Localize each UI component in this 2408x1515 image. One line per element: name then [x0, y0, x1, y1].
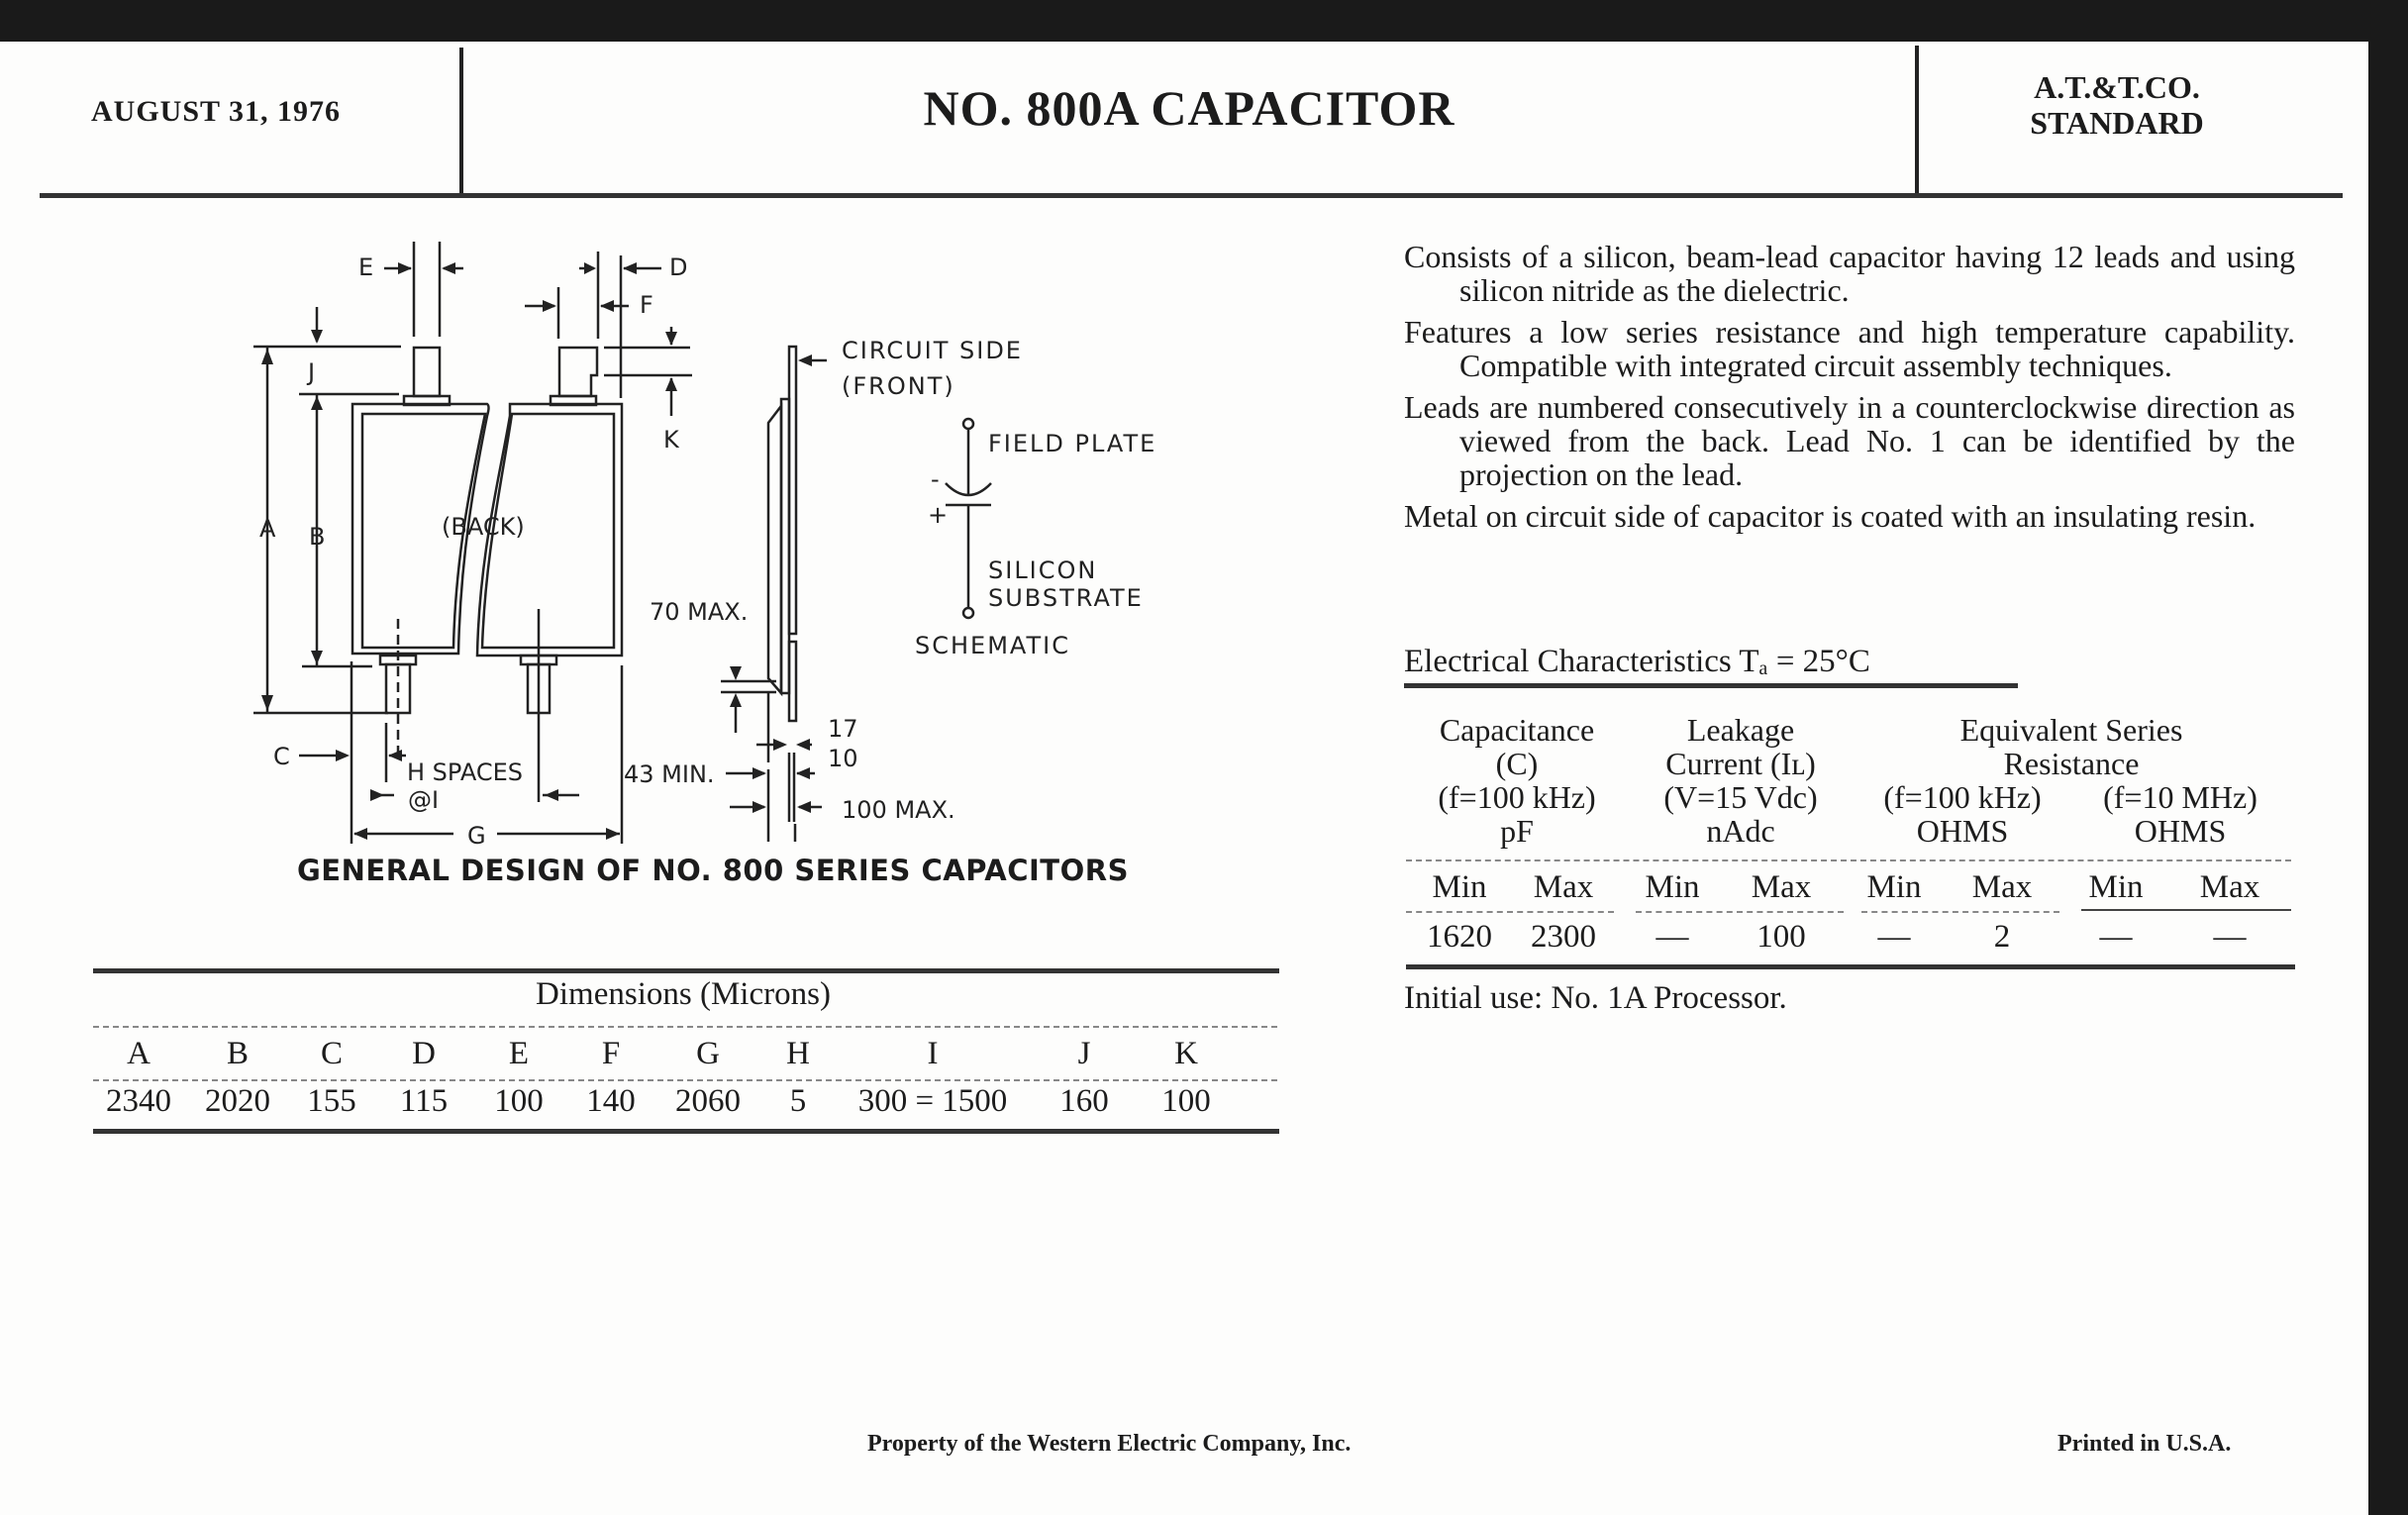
leakage-min: —: [1656, 919, 1689, 955]
minmax-label: Min: [2088, 869, 2144, 905]
dim-col-j: J: [1077, 1036, 1091, 1071]
description-paragraph: Features a low series resistance and high temperature capability. Compatible with integrated circuit assembly techniques.: [1404, 314, 2295, 383]
dimensions-header-rule: [93, 1026, 1277, 1028]
footer-property: Property of the Western Electric Company, Inc.: [867, 1431, 1352, 1457]
dim-value-b: 2020: [205, 1083, 270, 1119]
dimensions-values-row: [89, 1083, 1277, 1120]
min-43-label: 43 MIN.: [624, 760, 715, 788]
dim-value-k: 100: [1161, 1083, 1211, 1119]
dim-col-e: E: [508, 1036, 530, 1071]
description-paragraph: Metal on circuit side of capacitor is coated with an insulating resin.: [1404, 498, 2257, 534]
esr-header: [1854, 713, 2289, 780]
electrical-title-underline: [1404, 683, 2018, 688]
dim-label-k: K: [663, 426, 679, 454]
ec-header-rule: [1406, 859, 2291, 861]
header-line: nAdc: [1706, 813, 1775, 849]
header-line: (f=10 MHz): [2103, 779, 2258, 815]
h-spaces-label: H SPACES: [407, 758, 523, 786]
header-line: Resistance: [2003, 746, 2140, 781]
dimensions-title: Dimensions (Microns): [536, 976, 831, 1012]
header-line: pF: [1500, 813, 1534, 849]
dim-col-h: H: [786, 1036, 810, 1071]
dim-label-d: D: [669, 253, 688, 281]
dim-value-j: 160: [1059, 1083, 1109, 1119]
dim-label-f: F: [640, 291, 653, 319]
dim-value-e: 100: [494, 1083, 544, 1119]
capacitance-header: [1410, 713, 1624, 848]
dim-value-d: 115: [399, 1083, 449, 1119]
dim-label-j: J: [308, 358, 316, 386]
header-line: (f=100 kHz): [1883, 779, 2042, 815]
description-paragraph: Leads are numbered consecutively in a counterclockwise direction as viewed from the back. Lead No. 1 can be identified by the projection on the lead.: [1404, 389, 2295, 492]
header-line: Leakage: [1686, 712, 1795, 748]
ec-minmax-rule: [2081, 909, 2291, 911]
schematic-label: SCHEMATIC: [915, 632, 1070, 659]
max-70-label: 70 MAX.: [650, 598, 749, 626]
dim-label-g: G: [467, 822, 486, 850]
electrical-bottom-rule: [1406, 964, 2295, 969]
ec-minmax-rule: [1636, 911, 1844, 913]
dim-col-c: C: [320, 1036, 343, 1071]
diagram-caption: GENERAL DESIGN OF NO. 800 SERIES CAPACITORS: [297, 854, 1129, 887]
dim-value-f: 140: [586, 1083, 636, 1119]
esr-10mhz-min: —: [2099, 919, 2133, 955]
dimensions-header-row: [89, 1036, 1277, 1072]
capacitance-max: 2300: [1531, 919, 1596, 955]
dimensions-top-rule: [93, 968, 1279, 973]
dim-col-i: I: [927, 1036, 939, 1071]
description-text: [1404, 240, 2295, 541]
header-line: OHMS: [1916, 813, 2009, 849]
ec-minmax-rule: [1406, 911, 1614, 913]
esr-100khz-max: 2: [1993, 919, 2011, 955]
dim-10-label: 10: [828, 745, 858, 772]
minmax-label: Max: [1751, 869, 1812, 905]
minmax-label: Min: [1645, 869, 1700, 905]
dim-value-h: 5: [789, 1083, 807, 1119]
minmax-label: Min: [1866, 869, 1922, 905]
at-i-label: @I: [408, 786, 440, 814]
dim-col-d: D: [412, 1036, 436, 1071]
minmax-label: Max: [2199, 869, 2260, 905]
esr-100khz-min: —: [1877, 919, 1911, 955]
circuit-side-label: CIRCUIT SIDE: [842, 337, 1023, 364]
max-100-label: 100 MAX.: [842, 796, 955, 824]
header-line: OHMS: [2134, 813, 2227, 849]
dim-col-a: A: [127, 1036, 150, 1071]
minmax-label: Max: [1533, 869, 1594, 905]
header-line: (V=15 Vdc): [1663, 779, 1818, 815]
dimensions-values-rule: [93, 1079, 1277, 1081]
plus-sign: +: [928, 501, 949, 529]
footer-printed: Printed in U.S.A.: [2057, 1431, 2232, 1457]
dim-col-b: B: [226, 1036, 249, 1071]
dim-label-a: A: [259, 515, 276, 543]
description-paragraph: Consists of a silicon, beam-lead capacitor having 12 leads and using silicon nitride as the dielectric.: [1404, 239, 2295, 308]
document-date: AUGUST 31, 1976: [91, 95, 341, 128]
dim-value-i: 300 = 1500: [857, 1083, 1008, 1119]
standard-line2: STANDARD: [2030, 105, 2204, 141]
front-label: (FRONT): [842, 372, 955, 400]
esr-10mhz-max: —: [2213, 919, 2247, 955]
dim-label-c: C: [273, 743, 290, 770]
electrical-characteristics-title: Electrical Characteristics Tₐ = 25°C: [1404, 644, 1870, 679]
dim-value-g: 2060: [675, 1083, 741, 1119]
minmax-header-row: [1410, 869, 2291, 906]
esr-10mhz-header: [2073, 780, 2287, 848]
standard-line1: A.T.&T.CO.: [2034, 69, 2200, 105]
standard-label: [1919, 69, 2315, 141]
leakage-max: 100: [1756, 919, 1806, 955]
minmax-label: Max: [1971, 869, 2033, 905]
header-line: Capacitance: [1439, 712, 1595, 748]
ec-minmax-rule: [1861, 911, 2059, 913]
dim-col-f: F: [601, 1036, 621, 1071]
dim-value-a: 2340: [106, 1083, 171, 1119]
back-label: (BACK): [442, 513, 525, 541]
header-line: (f=100 kHz): [1438, 779, 1596, 815]
dimensions-bottom-rule: [93, 1129, 1279, 1134]
dim-17-label: 17: [828, 715, 858, 743]
initial-use: Initial use: No. 1A Processor.: [1404, 980, 1787, 1016]
document-title: NO. 800A CAPACITOR: [923, 80, 1455, 136]
substrate-label: SUBSTRATE: [988, 584, 1144, 612]
dim-col-g: G: [696, 1036, 720, 1071]
header-line: Current (Iʟ): [1665, 746, 1816, 781]
dim-label-b: B: [309, 523, 326, 551]
field-plate-label: FIELD PLATE: [988, 430, 1157, 457]
capacitance-min: 1620: [1427, 919, 1492, 955]
minus-sign: -: [931, 465, 940, 493]
dim-label-e: E: [358, 253, 374, 281]
header-line: Equivalent Series: [1959, 712, 2183, 748]
silicon-label: SILICON: [988, 556, 1098, 584]
header-line: (C): [1495, 746, 1539, 781]
dim-col-k: K: [1174, 1036, 1198, 1071]
dim-value-c: 155: [307, 1083, 356, 1119]
leakage-current-header: [1636, 713, 1846, 848]
esr-100khz-header: [1854, 780, 2071, 848]
minmax-label: Min: [1432, 869, 1487, 905]
electrical-values-row: [1410, 919, 2291, 956]
